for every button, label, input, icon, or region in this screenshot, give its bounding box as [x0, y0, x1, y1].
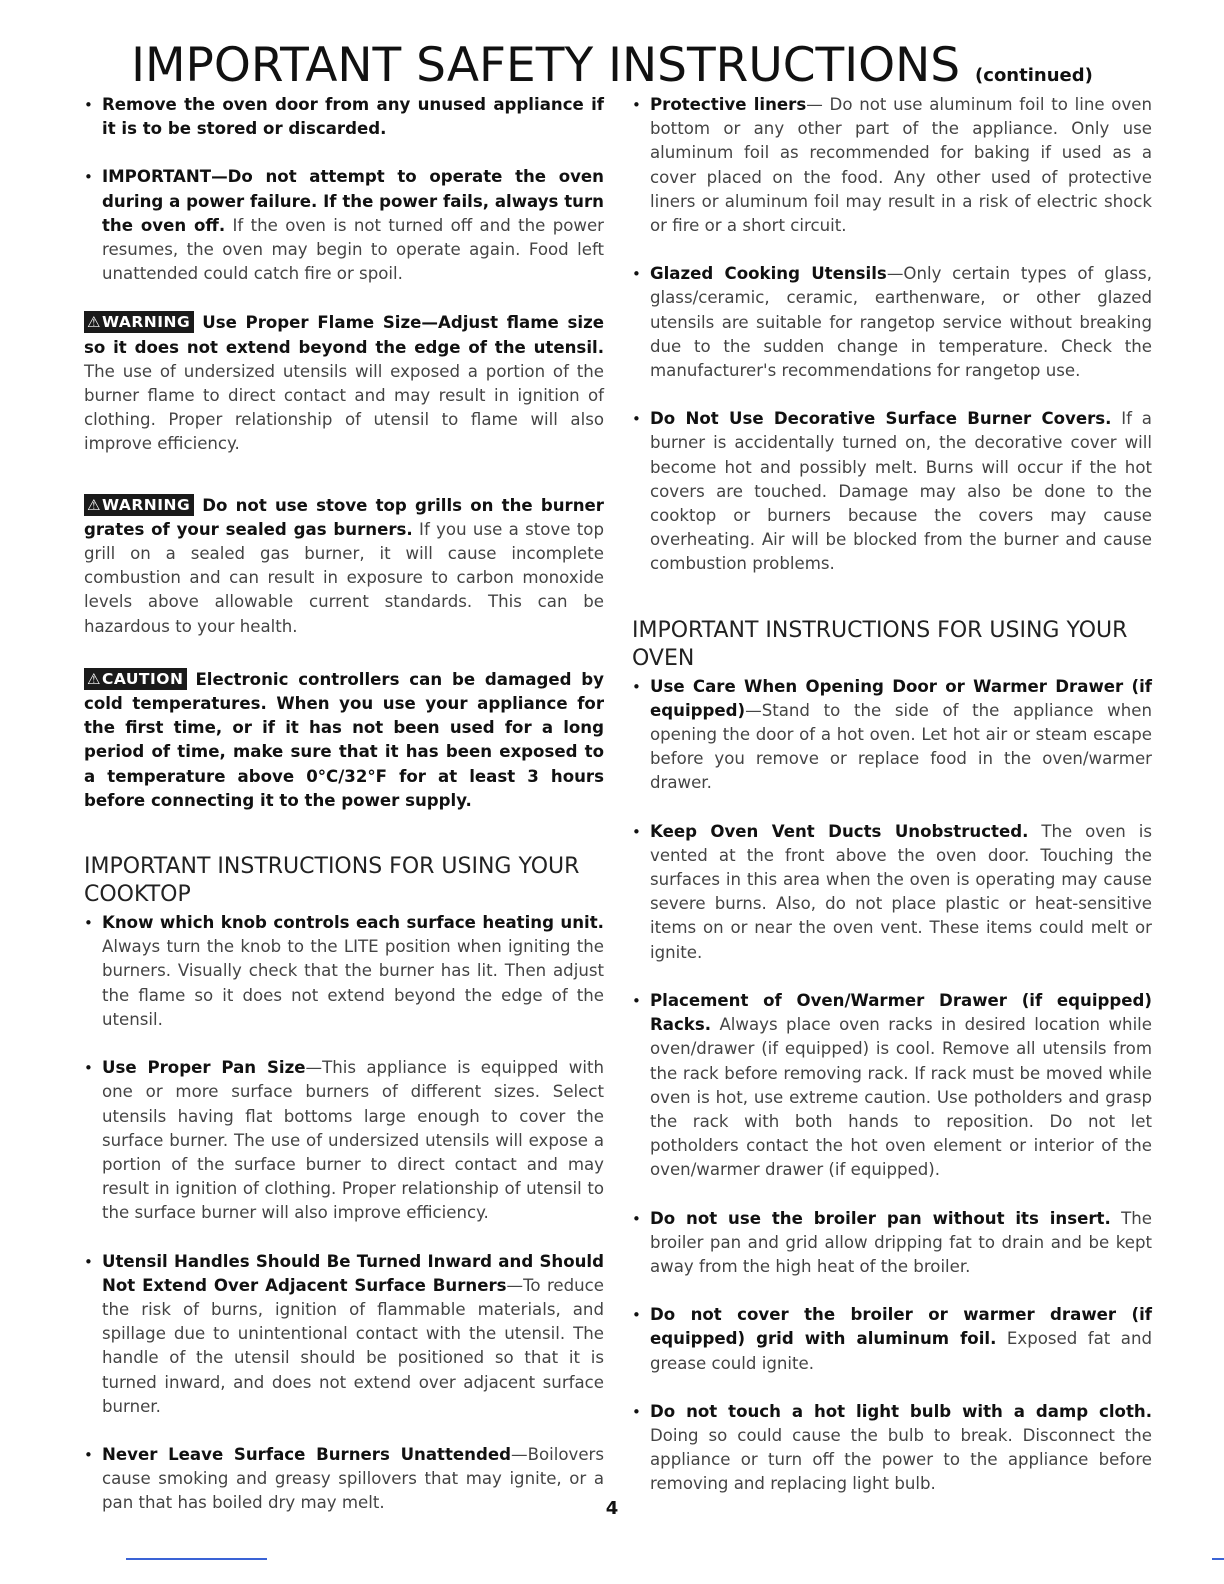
bullet-heading: Protective liners	[650, 95, 807, 114]
bullet-light-bulb	[632, 1400, 1152, 1497]
caution-triangle-icon: ⚠	[87, 669, 101, 688]
section-heading-oven: IMPORTANT INSTRUCTIONS FOR USING YOUR OVEN	[632, 617, 1128, 671]
bullet-heading: Placement of Oven/Warmer Drawer (if equipped) Racks.	[650, 990, 1152, 1035]
bullet-text: The broiler pan and grid allow dripping fat to drain and be kept away from the high heat of the broiler.	[650, 1208, 1153, 1276]
bullet-broiler-insert	[632, 1207, 1152, 1280]
bullet-heading: Know which knob controls each surface heating unit.	[102, 913, 604, 933]
warning-heading: Do not use stove top grills on the burner grates of your sealed gas burners.	[84, 495, 604, 539]
bullet-heading: Do not cover the broiler or warmer drawer (if equipped) grid with aluminum foil.	[650, 1305, 1152, 1349]
bullet-icon: •	[632, 1306, 641, 1325]
bullet-remove-door	[84, 93, 604, 141]
bullet-protective-liners	[632, 93, 1152, 238]
bullet-heading: Never Leave Surface Burners Unattended	[102, 1444, 511, 1464]
bullet-text: —Stand to the side of the appliance when opening the door of a hot oven. Let hot air or steam escape before you remove or replace food in the oven/warmer drawer.	[650, 700, 1152, 793]
footer-rule-right	[1212, 1558, 1224, 1560]
bullet-text: If a burner is accidentally turned on, the decorative cover will become hot and possibly melt. Burns will occur if the hot covers are touched. Damage may also be done to the cooktop or burners because the covers may cause overheating. Air will be blocked from the burner and cause combustion problems.	[650, 409, 1152, 574]
bullet-icon: •	[632, 991, 641, 1010]
bullet-heading: Utensil Handles Should Be Turned Inward and Should Not Extend Over Adjacent Surface Burners	[102, 1251, 604, 1295]
bullet-heading: Use Care When Opening Door or Warmer Drawer (if equipped)	[650, 676, 1152, 720]
bullet-heading: Do Not Use Decorative Surface Burner Covers.	[650, 409, 1112, 429]
bullet-text: —This appliance is equipped with one or more surface burners of different sizes. Select utensils having flat bottoms large enough to cover the surface burner. The use of undersized utensils will expose a portion of the surface burner to direct contact and may result in ignition of clothing. Proper relationship of utensil to the surface burner will also improve efficiency.	[102, 1058, 604, 1223]
caution-heading: Electronic controllers can be damaged by cold temperatures. When you use your appliance for the first time, or if it has not been used for a long period of time, make sure that it has been exposed to a temperature above 0°C/32°F for at least 3 hours before connecting it to the power supply.	[84, 669, 604, 810]
bullet-icon: •	[632, 1209, 641, 1228]
bullet-broiler-foil	[632, 1303, 1152, 1376]
bullet-knob-controls	[84, 911, 604, 1032]
bullet-decorative-covers	[632, 407, 1152, 576]
bullet-icon: •	[632, 677, 641, 696]
warning-flame-size	[84, 311, 604, 456]
page-title	[0, 38, 1224, 93]
title-continued: (continued)	[975, 65, 1093, 86]
bullet-icon: •	[632, 1402, 641, 1421]
bullet-icon: •	[84, 1059, 93, 1078]
bullet-rack-placement	[632, 989, 1152, 1183]
warning-text: The use of undersized utensils will exposed a portion of the burner flame to direct contact and may result in ignition of clothing. Proper relationship of utensil to flame will also improve efficiency.	[84, 361, 604, 454]
bullet-icon: •	[84, 1252, 93, 1271]
warning-badge: ⚠WARNING	[84, 311, 194, 333]
left-column	[84, 93, 604, 1516]
bullet-heading: IMPORTANT—Do not attempt to operate the oven during a power failure. If the power fails, always turn the oven off.	[102, 167, 604, 235]
warning-heading: Use Proper Flame Size—Adjust flame size so it does not extend beyond the edge of the utensil.	[84, 313, 604, 357]
bullet-text: —Only certain types of glass, glass/ceramic, ceramic, earthenware, or other glazed utensils are suitable for rangetop service without breaking due to the sudden change in temperature. Check the manufacturer's recommendations for rangetop use.	[650, 264, 1152, 381]
warning-text: If you use a stove top grill on a sealed gas burner, it will cause incomplete combustion and can result in exposure to carbon monoxide levels above allowable current standards. This can be hazardous to your health.	[84, 519, 604, 636]
bullet-text: If the oven is not turned off and the power resumes, the oven may begin to operate again. Food left unattended could catch fire or spoil.	[102, 215, 604, 284]
caution-badge: ⚠CAUTION	[84, 668, 187, 690]
bullet-heading: Glazed Cooking Utensils	[650, 264, 887, 284]
bullet-icon: •	[84, 96, 93, 114]
bullet-pan-size	[84, 1056, 604, 1225]
bullet-text: Always place oven racks in desired location while oven/drawer (if equipped) is cool. Remove all utensils from the rack before removing rack. If rack must be moved while oven is hot, use extreme caution. Use potholders and grasp the rack with both hands to reposition. Do not let potholders contact the hot oven element or interior of the oven/warmer drawer (if equipped).	[650, 1015, 1152, 1180]
bullet-text: Exposed fat and grease could ignite.	[650, 1329, 1153, 1373]
footer-rule	[126, 1558, 267, 1560]
bullet-icon: •	[632, 410, 641, 429]
warning-stove-top-grills	[84, 494, 604, 639]
bullet-glazed-utensils	[632, 262, 1152, 383]
bullet-power-failure	[84, 165, 604, 286]
bullet-utensil-handles	[84, 1250, 604, 1419]
bullet-icon: •	[84, 168, 93, 187]
section-heading-cooktop: IMPORTANT INSTRUCTIONS FOR USING YOUR COOKTOP	[84, 854, 580, 908]
bullet-text: — Do not use aluminum foil to line oven bottom or any other part of the appliance. Only use aluminum foil as recommended for baking if used as a cover placed on the food. Any other used of protective liners or aluminum foil may result in a risk of electric shock or fire or a short circuit.	[650, 95, 1152, 236]
title-text: IMPORTANT SAFETY INSTRUCTIONS	[131, 38, 961, 93]
page-number: 4	[605, 1498, 619, 1519]
caution-electronic-controllers	[84, 668, 604, 813]
warning-triangle-icon: ⚠	[87, 495, 101, 514]
bullet-heading: Keep Oven Vent Ducts Unobstructed.	[650, 821, 1029, 841]
bullet-icon: •	[84, 1445, 93, 1464]
bullet-icon: •	[632, 265, 641, 284]
bullet-heading: Do not use the broiler pan without its insert.	[650, 1208, 1111, 1228]
bullet-icon: •	[84, 914, 93, 933]
right-column	[632, 93, 1152, 1497]
bullet-opening-door	[632, 675, 1152, 796]
bullet-icon: •	[632, 822, 641, 841]
bullet-text: —Boilovers cause smoking and greasy spillovers that may ignite, or a pan that has boiled dry may melt.	[102, 1444, 604, 1513]
bullet-text: The oven is vented at the front above the oven door. Touching the surfaces in this area when the oven is operating may cause severe burns. Also, do not place plastic or heat-sensitive items on or near the oven vent. These items could melt or ignite.	[650, 821, 1153, 962]
bullet-vent-ducts	[632, 820, 1152, 965]
bullet-text: Doing so could cause the bulb to break. Disconnect the appliance or turn off the power to the appliance before removing and replacing light bulb.	[650, 1425, 1152, 1494]
warning-triangle-icon: ⚠	[87, 313, 101, 332]
bullet-heading: Use Proper Pan Size	[102, 1058, 306, 1078]
bullet-heading: Do not touch a hot light bulb with a damp cloth.	[650, 1401, 1152, 1421]
warning-badge: ⚠WARNING	[84, 494, 194, 516]
bullet-icon: •	[632, 96, 641, 114]
bullet-text: —To reduce the risk of burns, ignition of flammable materials, and spillage due to unintentional contact with the utensil. The handle of the utensil should be positioned so that it is turned inward, and does not extend over adjacent surface burner.	[102, 1275, 604, 1416]
bullet-text: Always turn the knob to the LITE position when igniting the burners. Visually check that the burner has lit. Then adjust the flame so it does not extend beyond the edge of the utensil.	[102, 937, 604, 1029]
bullet-heading: Remove the oven door from any unused appliance if it is to be stored or discarded.	[102, 95, 604, 139]
